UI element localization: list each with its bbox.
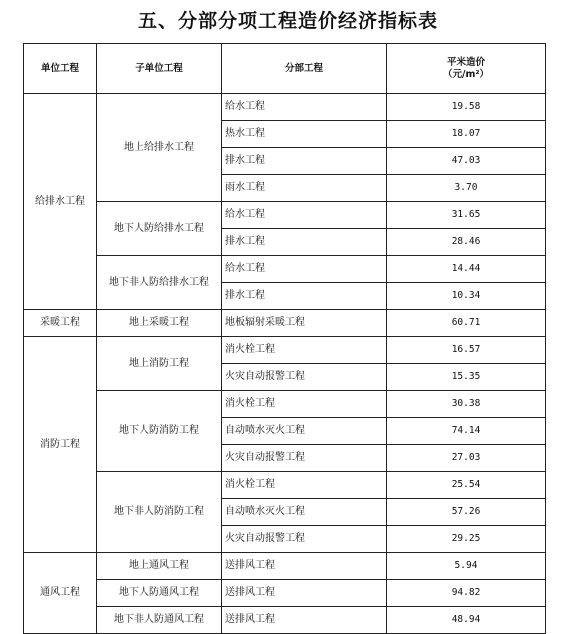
price-cell: 16.57 xyxy=(387,337,546,364)
price-cell: 60.71 xyxy=(387,310,546,337)
subunit-cell: 地下人防给排水工程 xyxy=(97,202,222,256)
price-cell: 14.44 xyxy=(387,256,546,283)
sub-cell: 给水工程 xyxy=(222,94,387,121)
header-price-unit: （元/m²） xyxy=(442,68,490,80)
table-row xyxy=(24,553,546,580)
price-cell: 29.25 xyxy=(387,526,546,553)
subunit-cell: 地下非人防给排水工程 xyxy=(97,256,222,310)
table-row xyxy=(24,337,546,364)
subunit-cell: 地上采暖工程 xyxy=(97,310,222,337)
price-cell: 47.03 xyxy=(387,148,546,175)
subunit-cell: 地下非人防消防工程 xyxy=(97,472,222,553)
header-price xyxy=(387,44,546,94)
sub-cell: 火灾自动报警工程 xyxy=(222,445,387,472)
price-cell: 28.46 xyxy=(387,229,546,256)
subunit-cell: 地下人防通风工程 xyxy=(97,580,222,607)
table-row xyxy=(24,202,546,229)
sub-cell: 雨水工程 xyxy=(222,175,387,202)
table-row xyxy=(24,94,546,121)
page-title: 五、分部分项工程造价经济指标表 xyxy=(137,10,438,32)
price-cell: 5.94 xyxy=(387,553,546,580)
table-row xyxy=(24,310,546,337)
price-cell: 19.58 xyxy=(387,94,546,121)
sub-cell: 地板辐射采暖工程 xyxy=(222,310,387,337)
sub-cell: 给水工程 xyxy=(222,202,387,229)
price-cell: 25.54 xyxy=(387,472,546,499)
header-row xyxy=(24,44,546,94)
price-cell: 3.70 xyxy=(387,175,546,202)
sub-cell: 给水工程 xyxy=(222,256,387,283)
sub-cell: 消火栓工程 xyxy=(222,337,387,364)
sub-cell: 排水工程 xyxy=(222,283,387,310)
subunit-cell: 地下非人防通风工程 xyxy=(97,607,222,634)
price-cell: 94.82 xyxy=(387,580,546,607)
price-cell: 57.26 xyxy=(387,499,546,526)
cost-index-table xyxy=(23,43,546,634)
header-unit: 单位工程 xyxy=(24,44,97,94)
price-cell: 30.38 xyxy=(387,391,546,418)
price-cell: 15.35 xyxy=(387,364,546,391)
unit-cell: 消防工程 xyxy=(24,337,97,553)
unit-cell: 采暖工程 xyxy=(24,310,97,337)
sub-cell: 排水工程 xyxy=(222,229,387,256)
header-subunit: 子单位工程 xyxy=(97,44,222,94)
unit-cell: 给排水工程 xyxy=(24,94,97,310)
subunit-cell: 地上通风工程 xyxy=(97,553,222,580)
price-cell: 18.07 xyxy=(387,121,546,148)
subunit-cell: 地上给排水工程 xyxy=(97,94,222,202)
table-row xyxy=(24,256,546,283)
sub-cell: 火灾自动报警工程 xyxy=(222,364,387,391)
price-cell: 48.94 xyxy=(387,607,546,634)
sub-cell: 消火栓工程 xyxy=(222,472,387,499)
price-cell: 27.03 xyxy=(387,445,546,472)
subunit-cell: 地上消防工程 xyxy=(97,337,222,391)
price-cell: 74.14 xyxy=(387,418,546,445)
table-row xyxy=(24,580,546,607)
header-sub: 分部工程 xyxy=(222,44,387,94)
sub-cell: 消火栓工程 xyxy=(222,391,387,418)
unit-cell: 通风工程 xyxy=(24,553,97,634)
sub-cell: 自动喷水灭火工程 xyxy=(222,418,387,445)
sub-cell: 送排风工程 xyxy=(222,553,387,580)
table-row xyxy=(24,472,546,499)
header-price-label: 平米造价 xyxy=(446,56,485,68)
sub-cell: 自动喷水灭火工程 xyxy=(222,499,387,526)
table-row xyxy=(24,391,546,418)
price-cell: 10.34 xyxy=(387,283,546,310)
price-cell: 31.65 xyxy=(387,202,546,229)
sub-cell: 送排风工程 xyxy=(222,607,387,634)
sub-cell: 热水工程 xyxy=(222,121,387,148)
subunit-cell: 地下人防消防工程 xyxy=(97,391,222,472)
table-row xyxy=(24,607,546,634)
sub-cell: 排水工程 xyxy=(222,148,387,175)
sub-cell: 送排风工程 xyxy=(222,580,387,607)
sub-cell: 火灾自动报警工程 xyxy=(222,526,387,553)
